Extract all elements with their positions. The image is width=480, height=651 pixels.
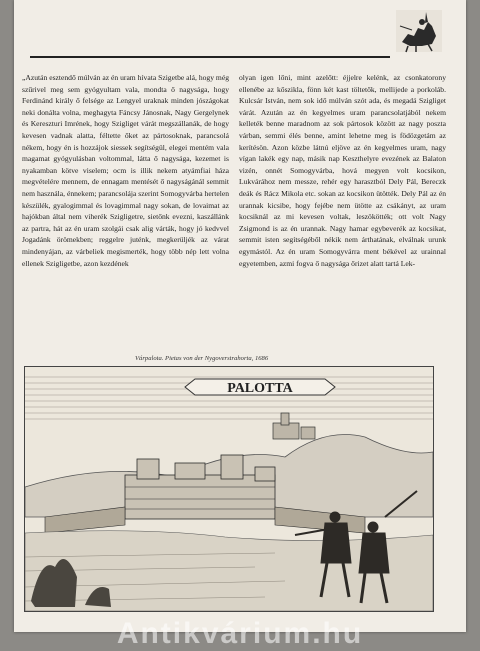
right-column-text: olyan igen lőni, mint azelőtt: éjjelre kelénk, az csonkatorony ellenébe az kőszikla, fönn két kast töltetők, mellijede a porkoláb. Kulcsár István, nem sok idő múlván szót ada, és megadá Szigliget várát. Azután az én kegyelmes uram parancsolatjából nekem kelleték benne maradnom az sok pártosok között az nagy poszta várban, semmi élés benne, amint lehetne meg is födözgetám az kerítésön. Azon közbe látnú eljöve az én kegyelmes uram, nagy vígan lakék egy nap, másik nap Keszthelyre evezének az Balaton vizén, onnét Somogyvárba, hová megyen volt kocsikon, Lukvárához nem messze, rehér egy harasztból Dely Pál, Bereczk deák és Rácz Mikola etc. sokan az kocsikon ütötték. Dely Pál az én urannak kicsibe, hogy fejébe nem ütötte az csákányt, az uram kocsiknál az mi kevesen voltak, leszökötték; ott volt Nagy Zsigmond is az én urannak. Nagy hamar egybeverék az kocsikat, semmit isten segítségéből nékik nem árthatának, elválnak urunk egymástól. Az én uram Somogyvárra ment békével az urainnal egyetemben, azmi fogva ő nagysága őrizet alatt tartá Lek- — [239, 73, 446, 268]
banner-text: PALOTTA — [227, 381, 293, 396]
text-column-left — [22, 72, 229, 354]
knight-emblem-icon — [392, 6, 446, 56]
text-columns — [22, 72, 446, 354]
engraving-figure — [24, 366, 434, 612]
figure-caption: Várpalota. Pietas von der Nygoverstrahorta, 1686 — [135, 355, 269, 362]
watermark: Antikvárium.hu — [116, 617, 364, 650]
left-column-text: „Azután esztendő múlván az én uram hívata Szigetbe alá, hogy még szűrivel meg sem gyógyultam vala, mondta ő nagysága, hogy Ferdinánd király ő felsége az Lengyel uraknak minden jószágokat neki donálta volna, meghagyta Fáncsy Jánosnak, Nagy Gergelynek és Kereszturi Imrének, hogy Szigliget várát megszállanák, de hogy kevesen vadnak alatta, féltette őket az pártosoknak, parancsolá nékem, hogy én is hozzájok siessek segítségül, elegei mentém vala magamat gyógyulásban voltommal, látta ő nagysága, kezemet is nyakamban kötve viselem; ocm is illik nekem atyámfiai háza megvételére mennem, de ennagam mentését ő nagyságánál semmit nem használa, énnekem; parancsolája szerint Somogyvárba hertelen készülék, gyalogimmal és lovagimmal nagy sokan, de lovaimat az hajókban által nem viherék Szigligetre, sietőnk evezni, kaszállánk az partra, hát az én uram szolgái csak alig várták, hogy jó kedvvel Jogadánk örömekben; reggelre juténk, megkerüljék az várat mindenyájan, az várbeliek megismerték, hogy több nép lett volna ellenek Szigligetbe, azon kezdének — [22, 73, 229, 268]
header-rule — [30, 56, 390, 58]
banner-ribbon — [185, 379, 335, 396]
text-column-right — [239, 72, 446, 354]
